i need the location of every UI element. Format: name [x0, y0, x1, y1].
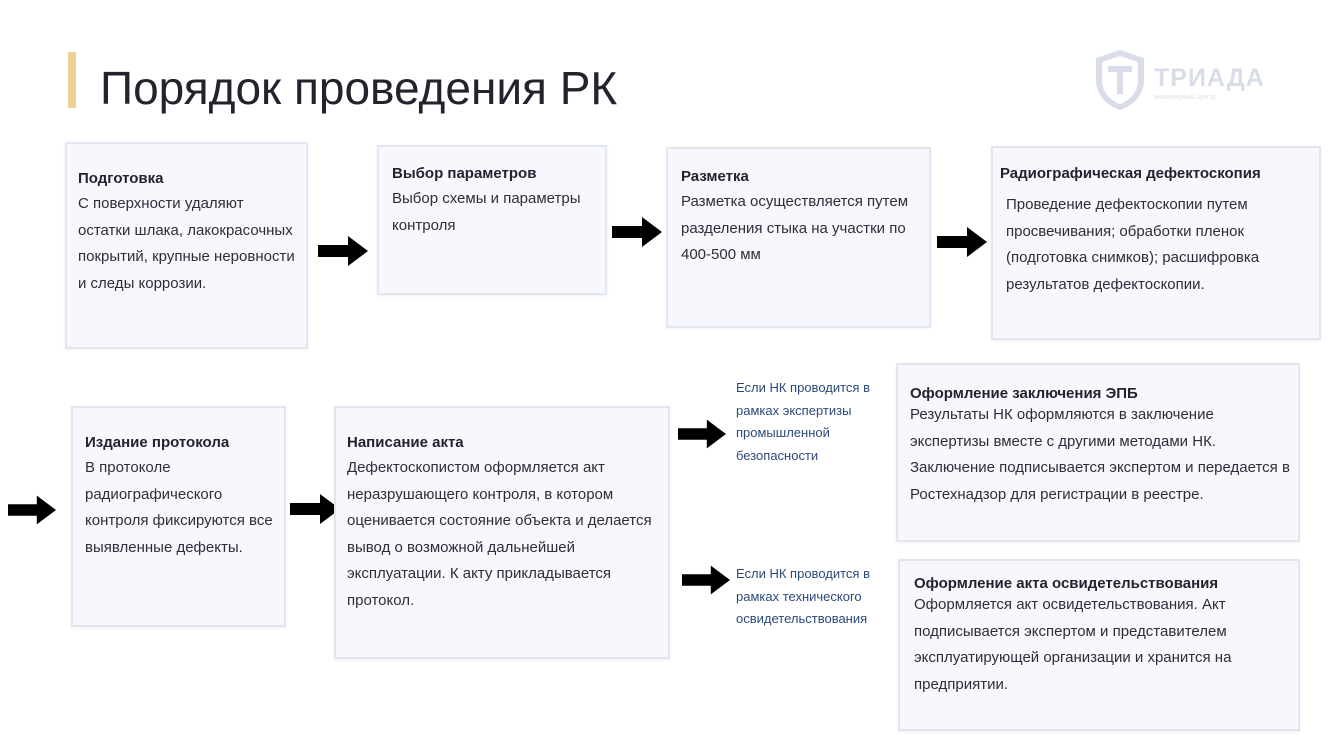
branch-note-survey: Если НК проводится в рамках технического освидетельствования — [736, 566, 870, 626]
shield-icon — [1092, 48, 1148, 112]
step-title: Подготовка — [78, 170, 164, 187]
arrow-right-icon — [937, 227, 987, 257]
arrow-right-icon — [8, 495, 56, 525]
branch-note-expertise: Если НК проводится в рамках экспертизы промышленной безопасности — [736, 380, 870, 463]
step-protocol — [71, 406, 286, 627]
company-logo — [1092, 48, 1272, 112]
title-accent-bar — [68, 52, 76, 108]
step-text: Выбор схемы и параметры контроля — [392, 190, 581, 234]
step-title: Написание акта — [347, 434, 464, 451]
step-text: Результаты НК оформляются в заключение экспертизы вместе с другими методами НК. Заключение подписывается экспертом и передается в Ростехнадзор для регистрации в реестре. — [910, 406, 1290, 503]
step-preparation — [65, 142, 308, 349]
arrow-right-icon — [678, 419, 726, 449]
step-title: Радиографическая дефектоскопия — [1000, 165, 1261, 182]
page-title: Порядок проведения РК — [100, 62, 618, 114]
step-title: Выбор параметров — [392, 165, 537, 182]
arrow-right-icon — [612, 217, 662, 247]
step-conclusion — [896, 363, 1300, 542]
logo-tagline: инженерный центр — [1154, 94, 1216, 101]
step-text: Дефектоскопистом оформляется акт неразрушающего контроля, в котором оценивается состояние объекта и делается вывод о возможной дальнейшей эксплуатации. К акту прикладывается протокол. — [347, 459, 652, 609]
logo-name: ТРИАДА — [1154, 64, 1265, 92]
step-title: Оформление заключения ЭПБ — [910, 385, 1138, 402]
step-radiography — [991, 146, 1321, 340]
step-text: Проведение дефектоскопии путем просвечивания; обработки пленок (подготовка снимков); расшифровка результатов дефектоскопии. — [1006, 196, 1260, 293]
arrow-right-icon — [682, 565, 730, 595]
step-title: Оформление акта освидетельствования — [914, 575, 1219, 592]
step-text: Разметка осуществляется путем разделения стыка на участки по 400-500 мм — [681, 193, 909, 263]
step-parameters — [377, 145, 607, 295]
step-title: Разметка — [681, 168, 749, 185]
step-title: Издание протокола — [85, 434, 230, 451]
step-survey-act — [898, 559, 1300, 731]
step-text: В протоколе радиографического контроля фиксируются все выявленные дефекты. — [85, 459, 273, 556]
step-text: Оформляется акт освидетельствования. Акт подписывается экспертом и представителем эксплуатирующей организации и хранится на предприятии. — [914, 596, 1232, 693]
step-text: С поверхности удаляют остатки шлака, лакокрасочных покрытий, крупные неровности и следы коррозии. — [78, 195, 295, 292]
arrow-right-icon — [318, 236, 368, 266]
step-act — [334, 406, 670, 659]
arrow-right-icon — [290, 494, 340, 524]
step-marking — [666, 147, 931, 328]
